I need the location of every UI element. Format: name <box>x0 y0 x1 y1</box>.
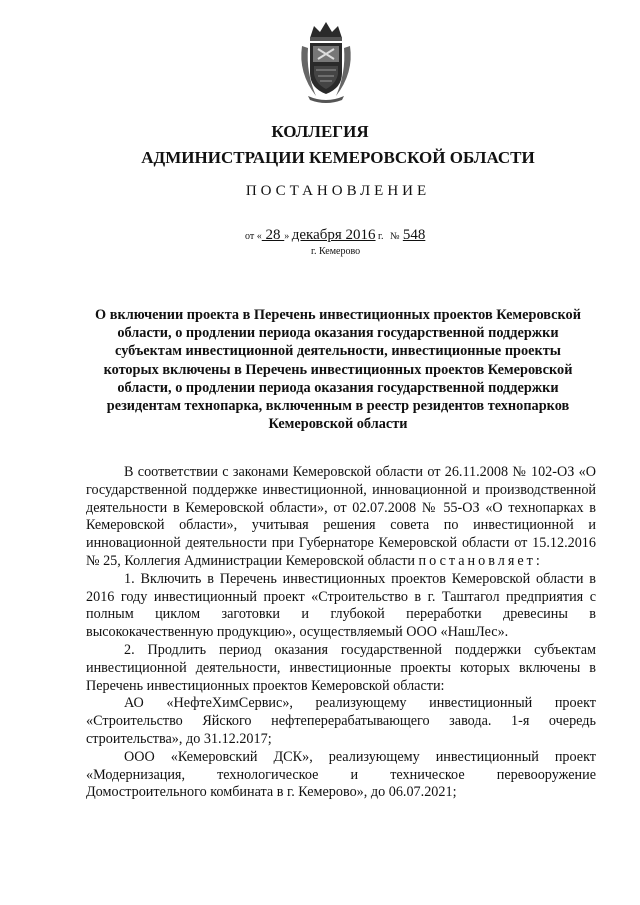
city: г. Кемерово <box>311 246 361 257</box>
date-day: 28 <box>261 227 285 243</box>
date-month-year: декабря 2016 <box>291 227 376 243</box>
document-type: ПОСТАНОВЛЕНИЕ <box>245 183 431 199</box>
document-title: О включении проекта в Перечень инвестиционных проектов Кемеровской области, о продлении периода оказания государственной поддержки субъектам инвестиционной деятельности, инвестиционные проекты которых включены в Перечень инвестиционных проектов Кемеровской области, о продлении периода оказания государственной поддержки резидентам технопарка, включенным в реестр резидентов технопарков Кемеровской области <box>95 307 581 433</box>
preamble-decree-word: постановляет: <box>418 552 543 569</box>
number-prefix: № <box>390 231 400 242</box>
preamble-text: В соответствии с законами Кемеровской области от 26.11.2008 № 102-ОЗ «О государственной поддержке инвестиционной, инновационной и производственной деятельности в Кемеровской области», от 02.07.2008 № 55-ОЗ «О технопарках в Кемеровской области», учитывая решения совета по инвестиционной и инновационной деятельности при Губернаторе Кемеровской области от 15.12.2016 № 25, Коллегия Администрации Кемеровской области <box>86 464 596 569</box>
date-line <box>245 227 425 244</box>
date-prefix: от « <box>245 231 262 242</box>
document-body <box>86 464 596 802</box>
paragraph-item-2: 2. Продлить период оказания государственной поддержки субъектам инвестиционной деятельности, инвестиционные проекты которых включены в Перечень инвестиционных проектов Кемеровской области: <box>86 641 596 694</box>
document-number: 548 <box>402 227 426 243</box>
date-sep: » <box>284 231 292 242</box>
paragraph-item-2-ooo: ООО «Кемеровский ДСК», реализующему инвестиционный проект «Модернизация, технологическое и техническое перевооружение Домостроительного комбината в г. Кемерово», до 06.07.2021; <box>86 748 596 801</box>
date-year-suffix: г. <box>375 231 384 242</box>
paragraph-item-2-ao: АО «НефтеХимСервис», реализующему инвестиционный проект «Строительство Яйского нефтеперерабатывающего завода. 1-я очередь строительства», до 31.12.2017; <box>86 695 596 747</box>
org-name-line1: КОЛЛЕГИЯ <box>271 122 369 141</box>
org-name-line2: АДМИНИСТРАЦИИ КЕМЕРОВСКОЙ ОБЛАСТИ <box>141 148 535 167</box>
paragraph-preamble <box>86 464 596 571</box>
coat-of-arms-icon <box>296 18 356 104</box>
paragraph-item-1: 1. Включить в Перечень инвестиционных проектов Кемеровской области в 2016 году инвестиционный проект «Строительство в г. Таштагол предприятия с полным циклом заготовки и глубокой переработки древесины в высококачественную продукцию», осуществляемый ООО «НашЛес». <box>86 570 596 641</box>
